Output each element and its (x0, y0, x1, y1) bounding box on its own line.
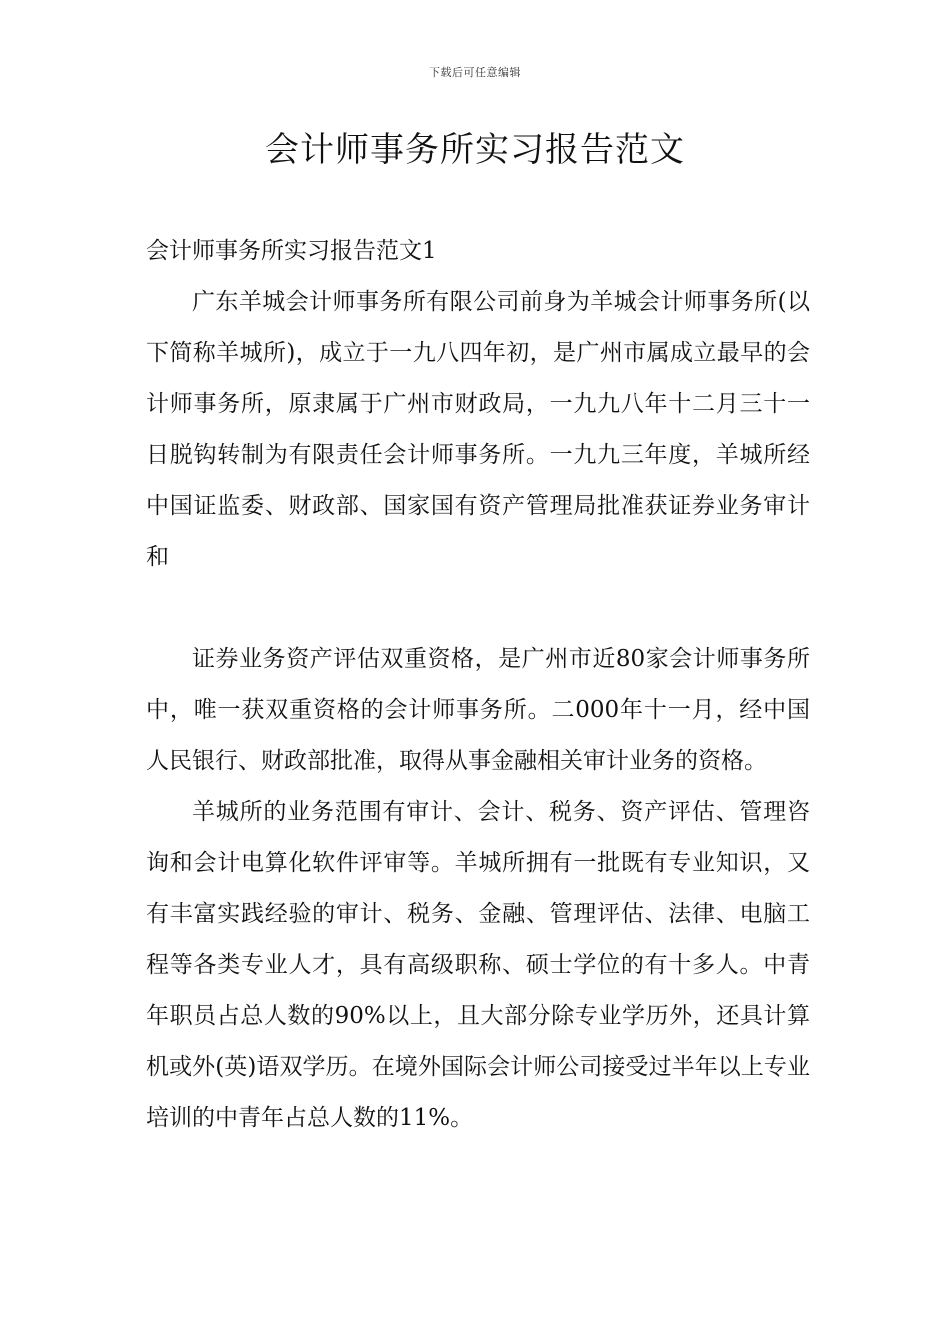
document-body (146, 226, 810, 1144)
page-title: 会计师事务所实习报告范文 (265, 130, 685, 170)
paragraph-1: 广东羊城会计师事务所有限公司前身为羊城会计师事务所(以下简称羊城所)，成立于一九八四年初，是广州市属成立最早的会计师事务所，原隶属于广州市财政局，一九九八年十二月三十一日脱钩转制为有限责任会计师事务所。一九九三年度，羊城所经中国证监委、财政部、国家国有资产管理局批准获证券业务审计和 (146, 289, 810, 570)
section-heading: 会计师事务所实习报告范文1 (146, 238, 437, 264)
paragraph-2: 证券业务资产评估双重资格，是广州市近80家会计师事务所中，唯一获双重资格的会计师事务所。二000年十一月，经中国人民银行、财政部批准，取得从事金融相关审计业务的资格。 (146, 646, 810, 774)
paragraph-3: 羊城所的业务范围有审计、会计、税务、资产评估、管理咨询和会计电算化软件评审等。羊城所拥有一批既有专业知识，又有丰富实践经验的审计、税务、金融、管理评估、法律、电脑工程等各类专业人才，具有高级职称、硕士学位的有十多人。中青年职员占总人数的90%以上，且大部分除专业学历外，还具计算机或外(英)语双学历。在境外国际会计师公司接受过半年以上专业培训的中青年占总人数的11%。 (146, 799, 810, 1131)
header-note: 下载后可任意编辑 (429, 66, 521, 79)
